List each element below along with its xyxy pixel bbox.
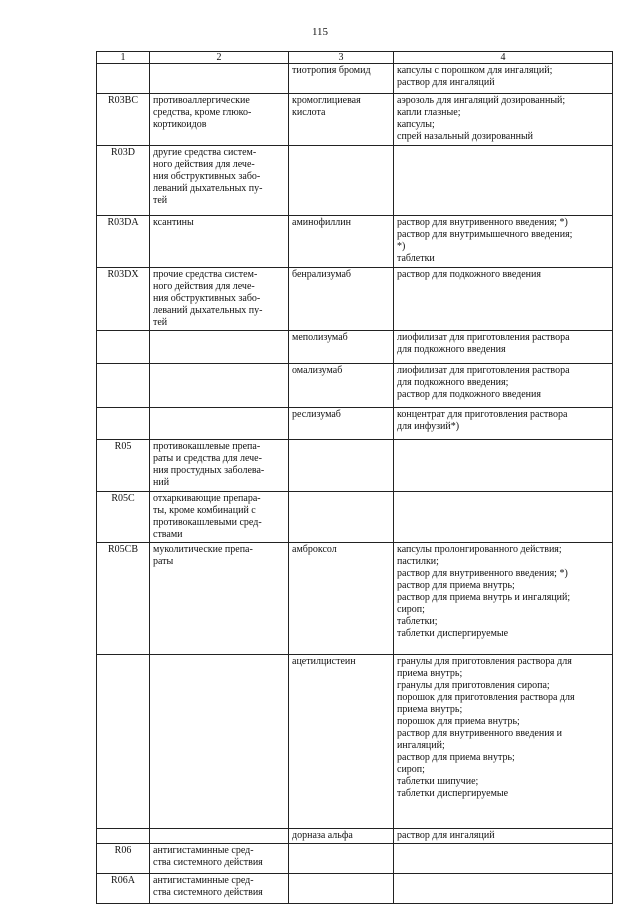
table-row	[97, 364, 613, 408]
dosage-form-cell	[394, 364, 613, 408]
cell-text-line: раствор для подкожного введения	[397, 389, 541, 400]
column-number: 1	[97, 52, 150, 64]
atc-code-cell: R03DA	[97, 216, 150, 268]
cell-text-line: антигистаминные сред-	[153, 875, 254, 886]
cell-text-line: раствор для внутривенного введения; *)	[397, 217, 568, 228]
drug-name-cell	[289, 268, 394, 331]
cell-text-line: раствор для подкожного введения	[397, 269, 541, 280]
cell-text-line: для инфузий*)	[397, 421, 460, 432]
cell-text-line: тей	[153, 317, 168, 328]
cell-text-line: раствор для ингаляций	[397, 830, 495, 841]
cell-text-line: сироп;	[397, 764, 425, 775]
cell-text-line: таблетки диспергируемые	[397, 628, 509, 639]
cell-text-line: для подкожного введения	[397, 344, 506, 355]
cell-text-line: таблетки	[397, 253, 435, 264]
dosage-form-cell	[394, 440, 613, 492]
group-name-cell	[150, 331, 289, 364]
atc-code-cell	[97, 408, 150, 440]
drug-name-cell	[289, 331, 394, 364]
dosage-form-cell	[394, 331, 613, 364]
table-row	[97, 440, 613, 492]
cell-text-line: леваний дыхательных пу-	[153, 183, 263, 194]
drug-name-cell	[289, 94, 394, 146]
drug-name-cell	[289, 543, 394, 655]
cell-text-line: ты, кроме комбинаций с	[153, 505, 256, 516]
cell-text-line: гранулы для приготовления раствора для	[397, 656, 572, 667]
column-number: 2	[150, 52, 289, 64]
dosage-form-cell	[394, 874, 613, 904]
cell-text-line: меполизумаб	[292, 332, 348, 343]
group-name-cell	[150, 874, 289, 904]
group-name-cell	[150, 146, 289, 216]
cell-text-line: раствор для приема внутрь;	[397, 580, 515, 591]
cell-text-line: другие средства систем-	[153, 147, 257, 158]
drug-name-cell	[289, 492, 394, 543]
dosage-form-cell	[394, 829, 613, 844]
atc-code-cell: R03DX	[97, 268, 150, 331]
table-row	[97, 829, 613, 844]
cell-text-line: антигистаминные сред-	[153, 845, 254, 856]
cell-text-line: тиотропия бромид	[292, 65, 371, 76]
cell-text-line: сироп;	[397, 604, 425, 615]
cell-text-line: ния обструктивных забо-	[153, 293, 261, 304]
cell-text-line: *)	[397, 241, 406, 252]
cell-text-line: бенрализумаб	[292, 269, 352, 280]
atc-code-cell	[97, 331, 150, 364]
group-name-cell	[150, 655, 289, 829]
drug-name-cell	[289, 655, 394, 829]
group-name-cell	[150, 543, 289, 655]
drug-name-cell	[289, 408, 394, 440]
cell-text-line: противокашлевые препа-	[153, 441, 261, 452]
table-row	[97, 331, 613, 364]
cell-text-line: раты и средства для лече-	[153, 453, 262, 464]
cell-text-line: противокашлевыми сред-	[153, 517, 262, 528]
cell-text-line: ксантины	[153, 217, 194, 228]
atc-code-cell: R03D	[97, 146, 150, 216]
cell-text-line: спрей назальный дозированный	[397, 131, 534, 142]
table-row	[97, 408, 613, 440]
table-row	[97, 655, 613, 829]
cell-text-line: кислота	[292, 107, 326, 118]
cell-text-line: реслизумаб	[292, 409, 341, 420]
cell-text-line: раствор для внутримышечного введения;	[397, 229, 573, 240]
cell-text-line: ствами	[153, 529, 183, 540]
dosage-form-cell	[394, 146, 613, 216]
column-number: 4	[394, 52, 613, 64]
cell-text-line: омализумаб	[292, 365, 343, 376]
cell-text-line: противоаллергические	[153, 95, 250, 106]
cell-text-line: кромоглициевая	[292, 95, 361, 106]
cell-text-line: приема внутрь;	[397, 668, 463, 679]
column-number-row	[97, 52, 613, 64]
column-number: 3	[289, 52, 394, 64]
cell-text-line: ацетилцистеин	[292, 656, 356, 667]
cell-text-line: ства системного действия	[153, 857, 263, 868]
cell-text-line: ингаляций;	[397, 740, 445, 751]
table-row	[97, 844, 613, 874]
group-name-cell	[150, 216, 289, 268]
cell-text-line: раствор для приема внутрь и ингаляций;	[397, 592, 571, 603]
dosage-form-cell	[394, 268, 613, 331]
cell-text-line: кортикоидов	[153, 119, 207, 130]
drug-name-cell	[289, 874, 394, 904]
group-name-cell	[150, 829, 289, 844]
group-name-cell	[150, 268, 289, 331]
cell-text-line: для подкожного введения;	[397, 377, 509, 388]
atc-code-cell: R05C	[97, 492, 150, 543]
cell-text-line: лиофилизат для приготовления раствора	[397, 332, 570, 343]
table-row	[97, 492, 613, 543]
dosage-form-cell	[394, 655, 613, 829]
cell-text-line: капли глазные;	[397, 107, 461, 118]
group-name-cell	[150, 440, 289, 492]
cell-text-line: раствор для приема внутрь;	[397, 752, 515, 763]
cell-text-line: отхаркивающие препара-	[153, 493, 261, 504]
table-row	[97, 94, 613, 146]
atc-code-cell: R05	[97, 440, 150, 492]
cell-text-line: амброксол	[292, 544, 337, 555]
atc-code-cell: R06	[97, 844, 150, 874]
group-name-cell	[150, 94, 289, 146]
group-name-cell	[150, 492, 289, 543]
cell-text-line: таблетки;	[397, 616, 438, 627]
cell-text-line: гранулы для приготовления сиропа;	[397, 680, 550, 691]
cell-text-line: порошок для приготовления раствора для	[397, 692, 575, 703]
cell-text-line: тей	[153, 195, 168, 206]
cell-text-line: таблетки диспергируемые	[397, 788, 509, 799]
cell-text-line: ния обструктивных забо-	[153, 171, 261, 182]
cell-text-line: дорназа альфа	[292, 830, 353, 841]
dosage-form-cell	[394, 94, 613, 146]
atc-code-cell	[97, 829, 150, 844]
table-row	[97, 146, 613, 216]
dosage-form-cell	[394, 492, 613, 543]
dosage-form-cell	[394, 408, 613, 440]
drug-name-cell	[289, 829, 394, 844]
drug-name-cell	[289, 64, 394, 94]
atc-code-cell: R06A	[97, 874, 150, 904]
table-row	[97, 64, 613, 94]
cell-text-line: средства, кроме глюко-	[153, 107, 252, 118]
cell-text-line: концентрат для приготовления раствора	[397, 409, 568, 420]
cell-text-line: муколитические препа-	[153, 544, 253, 555]
drug-table	[96, 51, 613, 904]
atc-code-cell: R03BC	[97, 94, 150, 146]
dosage-form-cell	[394, 216, 613, 268]
table-row	[97, 543, 613, 655]
cell-text-line: ства системного действия	[153, 887, 263, 898]
cell-text-line: капсулы с порошком для ингаляций;	[397, 65, 553, 76]
cell-text-line: капсулы пролонгированного действия;	[397, 544, 562, 555]
cell-text-line: таблетки шипучие;	[397, 776, 479, 787]
cell-text-line: раты	[153, 556, 174, 567]
drug-name-cell	[289, 216, 394, 268]
table-row	[97, 268, 613, 331]
cell-text-line: ного действия для лече-	[153, 159, 255, 170]
page-number: 115	[311, 26, 329, 38]
cell-text-line: раствор для ингаляций	[397, 77, 495, 88]
drug-name-cell	[289, 440, 394, 492]
cell-text-line: ний	[153, 477, 170, 488]
group-name-cell	[150, 64, 289, 94]
cell-text-line: порошок для приема внутрь;	[397, 716, 520, 727]
dosage-form-cell	[394, 844, 613, 874]
table-row	[97, 216, 613, 268]
cell-text-line: приема внутрь;	[397, 704, 463, 715]
atc-code-cell: R05CB	[97, 543, 150, 655]
cell-text-line: раствор для внутривенного введения; *)	[397, 568, 568, 579]
cell-text-line: аминофиллин	[292, 217, 351, 228]
cell-text-line: лиофилизат для приготовления раствора	[397, 365, 570, 376]
cell-text-line: ния простудных заболева-	[153, 465, 265, 476]
cell-text-line: ного действия для лече-	[153, 281, 255, 292]
cell-text-line: аэрозоль для ингаляций дозированный;	[397, 95, 566, 106]
dosage-form-cell	[394, 64, 613, 94]
group-name-cell	[150, 408, 289, 440]
drug-name-cell	[289, 844, 394, 874]
cell-text-line: прочие средства систем-	[153, 269, 258, 280]
drug-name-cell	[289, 146, 394, 216]
atc-code-cell	[97, 364, 150, 408]
cell-text-line: пастилки;	[397, 556, 439, 567]
dosage-form-cell	[394, 543, 613, 655]
group-name-cell	[150, 844, 289, 874]
atc-code-cell	[97, 64, 150, 94]
cell-text-line: раствор для внутривенного введения и	[397, 728, 563, 739]
drug-name-cell	[289, 364, 394, 408]
cell-text-line: леваний дыхательных пу-	[153, 305, 263, 316]
atc-code-cell	[97, 655, 150, 829]
table-row	[97, 874, 613, 904]
cell-text-line: капсулы;	[397, 119, 435, 130]
group-name-cell	[150, 364, 289, 408]
